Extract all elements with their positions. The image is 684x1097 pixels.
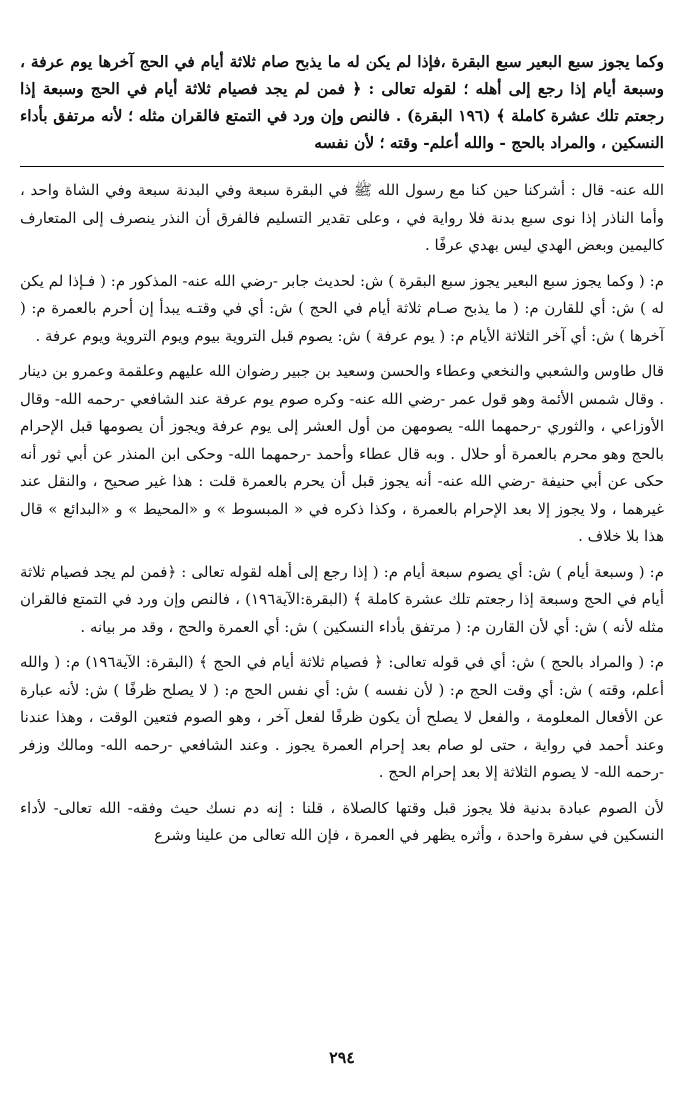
commentary-paragraph-3: قال طاوس والشعبي والنخعي وعطاء والحسن وسعيد بن جبير رضوان الله عليهم وعلقمة وعمرو بن دينار . وقال شمس الأئمة وهو قول عمر -رضي الله عنه- وكره صوم يوم عرفة عند الشافعي -رحمه الله- وقال الأوزاعي ، والثوري -رحمهما الله- يصومهن من أول العشر إلى يوم عرفة ويجوز أن يصومها قبل الإحرام بالحج وهو محرم بالعمرة أو حلال . وبه قال عطاء وأحمد -رحمهما الله- وحكى ابن المنذر عن أبي ثور أنه حكى عن أبي حنيفة -رضي الله عنه- أنه يجوز قبل أن يحرم بالعمرة قلت : هذا غير صحيح ، والنقل عند غيرهما ، ولا يجوز إلا بعد الإحرام بالعمرة ، وكذا ذكره في « المبسوط » و «المحيط » و «البدائع » قال هذا بلا خلاف .	[20, 362, 664, 545]
commentary	[20, 177, 664, 850]
page	[20, 48, 664, 1097]
commentary-paragraph-2: م: ( وكما يجوز سبع البعير يجوز سبع البقرة ) ش: لحديث جابر -رضي الله عنه- المذكور م: ( فـإذا لم يكن له ) ش: أي للقارن م: ( ما يذبح صـام ثلاثة أيام في الحج ) ش: أي في وقتـه يبدأ إن أحرم بالعمرة م: ( آخرها ) ش: أي آخر الثلاثة الأيام م: ( يوم عرفة ) ش: يصوم قبل التروية بيوم ويوم التروية ويوم عرفة .	[20, 271, 664, 345]
commentary-paragraph-6: لأن الصوم عبادة بدنية فلا يجوز قبل وقتها كالصلاة ، قلنا : إنه دم نسك حيث وفقه- الله تعالى- لأداء النسكين في سفرة واحدة ، وأثره يظهر في العمرة ، فإن الله تعالى من علينا وشرع	[20, 798, 664, 844]
main-text-paragraph: وكما يجوز سبع البعير سبع البقرة ،فإذا لم يكن له ما يذبح صام ثلاثة أيام في الحج آخرها يوم عرفة ، وسبعة أيام إذا رجع إلى أهله ؛ لقوله تعالى : ﴿ فمن لم يجد فصيام ثلاثة أيام في الحج وسبعة إذا رجعتم تلك عشرة كاملة ﴾ (١٩٦ البقرة) . فالنص وإن ورد في التمتع فالقران مثله ؛ لأنه مرتفق بأداء النسكين ، والمراد بالحج - والله أعلم- وقته ؛ لأن نفسه	[20, 52, 664, 152]
commentary-paragraph-1: الله عنه- قال : أشركنا حين كنا مع رسول الله ﷺ في البقرة سبعة وفي البدنة سبعة وفي الشاة واحد ، وأما الناذر إذا نوى سبع بدنة فلا رواية في ، وعلى تقدير التسليم فالفرق أن النذر ينصرف إلى المتعارف كاليمين وبعض الهدي ليس بهدي عرفًا .	[20, 181, 664, 254]
page-number: ٢٩٤	[329, 1048, 355, 1067]
commentary-paragraph-4: م: ( وسبعة أيام ) ش: أي يصوم سبعة أيام م: ( إذا رجع إلى أهله لقوله تعالى : ﴿فمن لم يجد فصيام ثلاثة أيام في الحج وسبعة إذا رجعتم تلك عشرة كاملة ﴾ (البقرة:الآية١٩٦) ، فالنص وإن ورد في التمتع فالقران مثله لأنه ) ش: أي لأن القارن م: ( مرتفق بأداء النسكين ) ش: أي العمرة والحج ، وقد مر بيانه .	[20, 562, 664, 636]
main-text	[20, 48, 664, 156]
divider-line	[20, 166, 664, 167]
commentary-paragraph-5: م: ( والمراد بالحج ) ش: أي في قوله تعالى: ﴿ فصيام ثلاثة أيام في الحج ﴾ (البقرة: الآية١٩٦) م: ( والله أعلم، وقته ) ش: أي وقت الحج م: ( لأن نفسه ) ش: أي نفس الحج م: ( لا يصلح ظرفًا ) ش: لأنه عبارة عن الأفعال المعلومة ، والفعل لا يصلح أن يكون ظرفًا لفعل آخر ، وهو الصوم فتعين الوقت ، وهذا عندنا وعند أحمد في رواية ، حتى لو صام بعد إحرام العمرة يجوز . وعند الشافعي -رحمه الله- ومالك وزفر -رحمه الله- لا يصوم الثلاثة إلا بعد إحرام الحج .	[20, 653, 665, 781]
